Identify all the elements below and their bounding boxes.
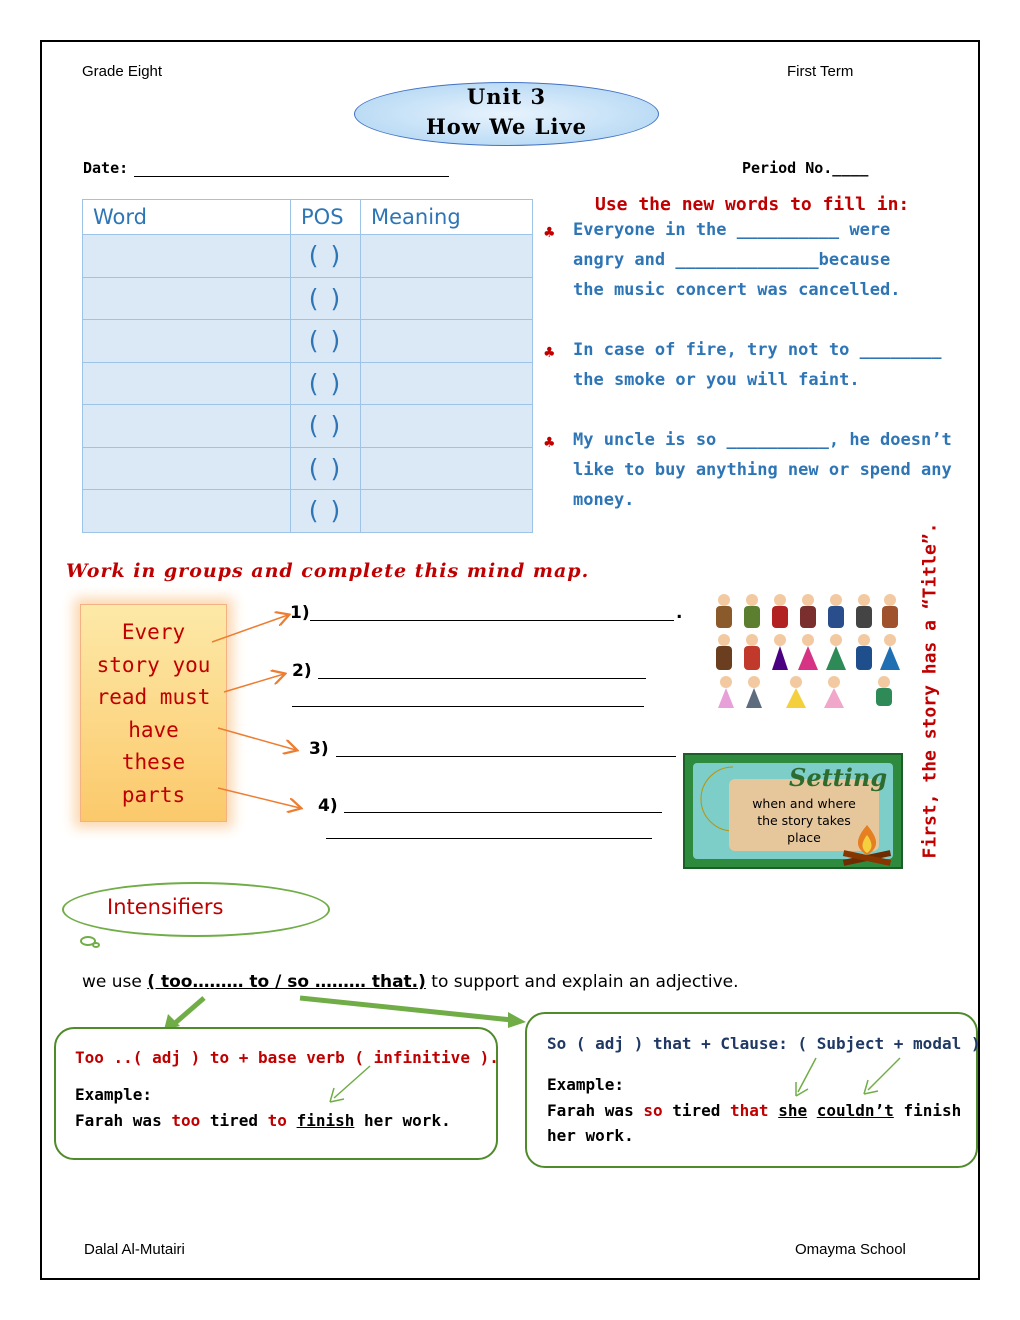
ex-space [287, 1111, 297, 1130]
ex-text: tired [662, 1101, 731, 1120]
word-cell[interactable] [83, 490, 291, 533]
center-line: parts [121, 782, 186, 807]
ex-finish: finish [296, 1111, 355, 1130]
mind-map-title: Work in groups and complete this mind map. [66, 560, 590, 582]
center-line: Every [121, 620, 186, 644]
left-example-label: Example: [75, 1085, 153, 1104]
so-that-rule: So ( adj ) that + Clause: ( Subject + modal ) [547, 1034, 981, 1053]
arrow-4-icon [218, 788, 300, 808]
too-to-rule: Too ..( adj ) to + base verb ( infinitive ). [75, 1048, 499, 1067]
table-header-row [83, 200, 533, 235]
ex-text: finish [893, 1101, 962, 1120]
unit-name: How We Live [425, 114, 588, 139]
left-example-sentence [75, 1111, 451, 1130]
col-meaning: Meaning [361, 200, 533, 235]
intro-start: we use [82, 972, 148, 992]
center-line: have [128, 717, 179, 742]
sentence-1-line: angry and ______________because [573, 250, 891, 270]
ex-so: so [643, 1101, 663, 1120]
title-side-note: First, the story has a “Title”. [919, 522, 941, 859]
arrow-2-icon [224, 674, 284, 692]
meaning-cell[interactable] [361, 277, 533, 320]
setting-title: Setting [789, 763, 888, 792]
setting-image [683, 753, 903, 869]
pos-cell[interactable]: ( ) [291, 277, 361, 320]
mind-map-item-4: 4) [318, 796, 338, 816]
table-row [83, 405, 533, 448]
line-end-dot: . [676, 603, 683, 623]
mind-map-item-3: 3) [309, 739, 329, 759]
ex-couldnt: couldn’t [816, 1101, 894, 1120]
teacher-name: Dalal Al-Mutairi [84, 1241, 185, 1258]
ex-text: her work. [354, 1111, 451, 1130]
intensifiers-intro [82, 972, 739, 992]
club-bullet-icon: ♣ [543, 435, 556, 451]
right-example-label: Example: [547, 1075, 625, 1094]
word-cell[interactable] [83, 447, 291, 490]
mind-map-item-1: 1) [290, 603, 310, 623]
meaning-cell[interactable] [361, 320, 533, 363]
bubble-tail-dot-small [92, 942, 100, 948]
fill-in-title: Use the new words to fill in: [595, 194, 910, 215]
table-row [83, 447, 533, 490]
meaning-cell[interactable] [361, 235, 533, 278]
meaning-cell[interactable] [361, 490, 533, 533]
meaning-cell[interactable] [361, 447, 533, 490]
table-row [83, 277, 533, 320]
sentence-1-line: Everyone in the __________ were [573, 220, 891, 240]
ex-text: tired [200, 1111, 268, 1130]
intro-end: to support and explain an adjective. [425, 972, 739, 992]
club-bullet-icon: ♣ [543, 225, 556, 241]
setting-line: the story takes [757, 813, 851, 828]
intensifiers-title: Intensifiers [107, 895, 224, 919]
center-line: read must [96, 685, 211, 709]
sentence-3-line: money. [573, 490, 635, 510]
answer-line-4b[interactable] [326, 838, 652, 839]
ex-space [807, 1101, 817, 1120]
sentence-2 [573, 335, 941, 395]
story-characters-image [708, 590, 904, 720]
right-example-arrows-icon [786, 1054, 906, 1100]
unit-title: Unit 3 [466, 84, 547, 109]
campfire-icon [837, 821, 897, 867]
table-row [83, 320, 533, 363]
answer-line-3[interactable] [336, 756, 676, 757]
col-pos: POS [291, 200, 361, 235]
pos-cell[interactable]: ( ) [291, 362, 361, 405]
right-example-end: her work. [547, 1126, 634, 1145]
ex-that: that [730, 1101, 769, 1120]
sentence-2-line: the smoke or you will faint. [573, 370, 860, 390]
ex-space [769, 1101, 779, 1120]
term-label: First Term [787, 63, 854, 80]
pos-cell[interactable]: ( ) [291, 490, 361, 533]
word-cell[interactable] [83, 362, 291, 405]
col-word: Word [83, 200, 291, 235]
word-cell[interactable] [83, 235, 291, 278]
date-line[interactable] [134, 176, 449, 177]
word-cell[interactable] [83, 277, 291, 320]
meaning-cell[interactable] [361, 405, 533, 448]
word-cell[interactable] [83, 405, 291, 448]
table-row [83, 362, 533, 405]
date-label: Date: [83, 159, 129, 177]
center-line: these [121, 750, 186, 774]
pos-cell[interactable]: ( ) [291, 320, 361, 363]
center-line: story you [96, 652, 211, 677]
ex-too: too [171, 1111, 201, 1130]
vocabulary-table [82, 199, 533, 533]
sentence-3-line: like to buy anything new or spend any [573, 460, 952, 480]
arrow-3-icon [218, 728, 296, 750]
table-row [83, 235, 533, 278]
grade-label: Grade Eight [82, 63, 163, 80]
right-example-sentence [547, 1101, 961, 1120]
sentence-2-line: In case of fire, try not to ________ [573, 340, 942, 360]
intro-rule: ( too……… to / so ……… that.) [147, 972, 426, 992]
sentence-1-line: the music concert was cancelled. [573, 280, 901, 300]
sentence-3-line: My uncle is so __________, he doesn’t [573, 430, 952, 450]
setting-line: place [787, 830, 821, 845]
setting-line: when and where [752, 796, 856, 811]
ex-text: Farah was [75, 1111, 172, 1130]
answer-line-2b[interactable] [292, 706, 644, 707]
right-arrow-icon [508, 1012, 526, 1028]
answer-line-4[interactable] [344, 812, 662, 813]
mind-map-item-2: 2) [292, 661, 312, 681]
ex-text: Farah was [547, 1101, 644, 1120]
school-name: Omayma School [795, 1241, 906, 1258]
sentence-1 [573, 215, 901, 305]
pos-cell[interactable]: ( ) [291, 405, 361, 448]
left-example-arrow-icon [326, 1062, 376, 1106]
ex-to: to [267, 1111, 287, 1130]
mind-map-arrows [200, 600, 320, 830]
pos-cell[interactable]: ( ) [291, 235, 361, 278]
period-label: Period No.____ [742, 159, 869, 177]
ex-she: she [778, 1101, 808, 1120]
table-row [83, 490, 533, 533]
meaning-cell[interactable] [361, 362, 533, 405]
sentence-3 [573, 425, 952, 515]
answer-line-2[interactable] [318, 678, 646, 679]
club-bullet-icon: ♣ [543, 345, 556, 361]
arrow-1-icon [212, 615, 288, 642]
word-cell[interactable] [83, 320, 291, 363]
answer-line-1[interactable] [310, 620, 674, 621]
character-figures-icon [716, 594, 900, 708]
pos-cell[interactable]: ( ) [291, 447, 361, 490]
